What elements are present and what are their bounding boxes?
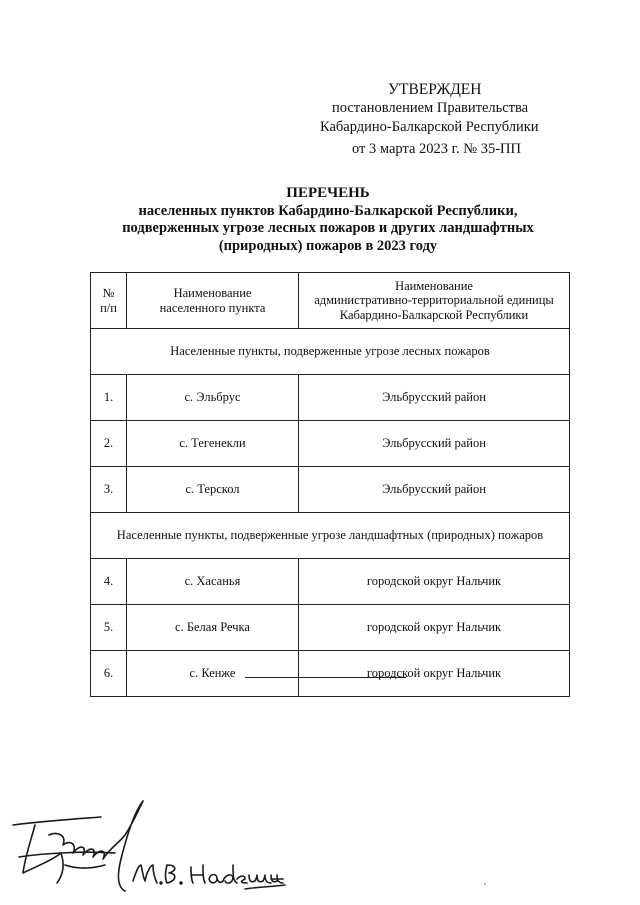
document-title-line-2: подверженных угрозе лесных пожаров и других ландшафтных: [122, 220, 534, 236]
header-number: № п/п: [91, 273, 127, 329]
approval-date-number: от 3 марта 2023 г. № 35-ПП: [352, 141, 521, 157]
row-settlement: с. Тегенекли: [127, 421, 299, 467]
table-row: [91, 605, 570, 651]
row-number: 5.: [91, 605, 127, 651]
section-title: Населенные пункты, подверженные угрозе ландшафтных (природных) пожаров: [91, 513, 570, 559]
section-row-forest-fires: [91, 329, 570, 375]
row-admin-unit: Эльбрусский район: [299, 421, 570, 467]
row-admin-unit: городской округ Нальчик: [299, 559, 570, 605]
approval-line-2: Кабардино-Балкарской Республики: [320, 119, 539, 135]
row-admin-unit: городской округ Нальчик: [299, 605, 570, 651]
table-header-row: [91, 273, 570, 329]
table-row: [91, 559, 570, 605]
row-number: 6.: [91, 651, 127, 697]
header-admin-unit: Наименование административно-территориальной единицы Кабардино-Балкарской Республики: [299, 273, 570, 329]
approval-heading: УТВЕРЖДЕН: [388, 81, 482, 98]
row-settlement: с. Хасанья: [127, 559, 299, 605]
section-row-landscape-fires: [91, 513, 570, 559]
settlements-table: [90, 272, 570, 697]
row-settlement: с. Терскол: [127, 467, 299, 513]
header-settlement-name: Наименование населенного пункта: [127, 273, 299, 329]
table-row: [91, 375, 570, 421]
document-title-main: ПЕРЕЧЕНЬ: [286, 185, 370, 201]
document-title-line-1: населенных пунктов Кабардино-Балкарской Республики,: [138, 202, 518, 219]
row-number: 2.: [91, 421, 127, 467]
approval-stamp: [300, 80, 600, 159]
row-settlement: с. Белая Речка: [127, 605, 299, 651]
scan-speck: [484, 883, 486, 885]
row-admin-unit: Эльбрусский район: [299, 375, 570, 421]
table-row: [91, 651, 570, 697]
row-admin-unit: городской округ Нальчик: [299, 651, 570, 697]
document-title: [90, 185, 566, 255]
closing-rule-divider: [245, 677, 406, 678]
table-row: [91, 467, 570, 513]
row-settlement: с. Кенже: [127, 651, 299, 697]
document-title-line-3: (природных) пожаров в 2023 году: [218, 237, 438, 254]
handwritten-signature: [5, 795, 305, 895]
row-number: 1.: [91, 375, 127, 421]
row-number: 4.: [91, 559, 127, 605]
section-title: Населенные пункты, подверженные угрозе лесных пожаров: [91, 329, 570, 375]
approval-line-1: постановлением Правительства: [332, 100, 529, 116]
table-row: [91, 421, 570, 467]
row-number: 3.: [91, 467, 127, 513]
row-settlement: с. Эльбрус: [127, 375, 299, 421]
row-admin-unit: Эльбрусский район: [299, 467, 570, 513]
